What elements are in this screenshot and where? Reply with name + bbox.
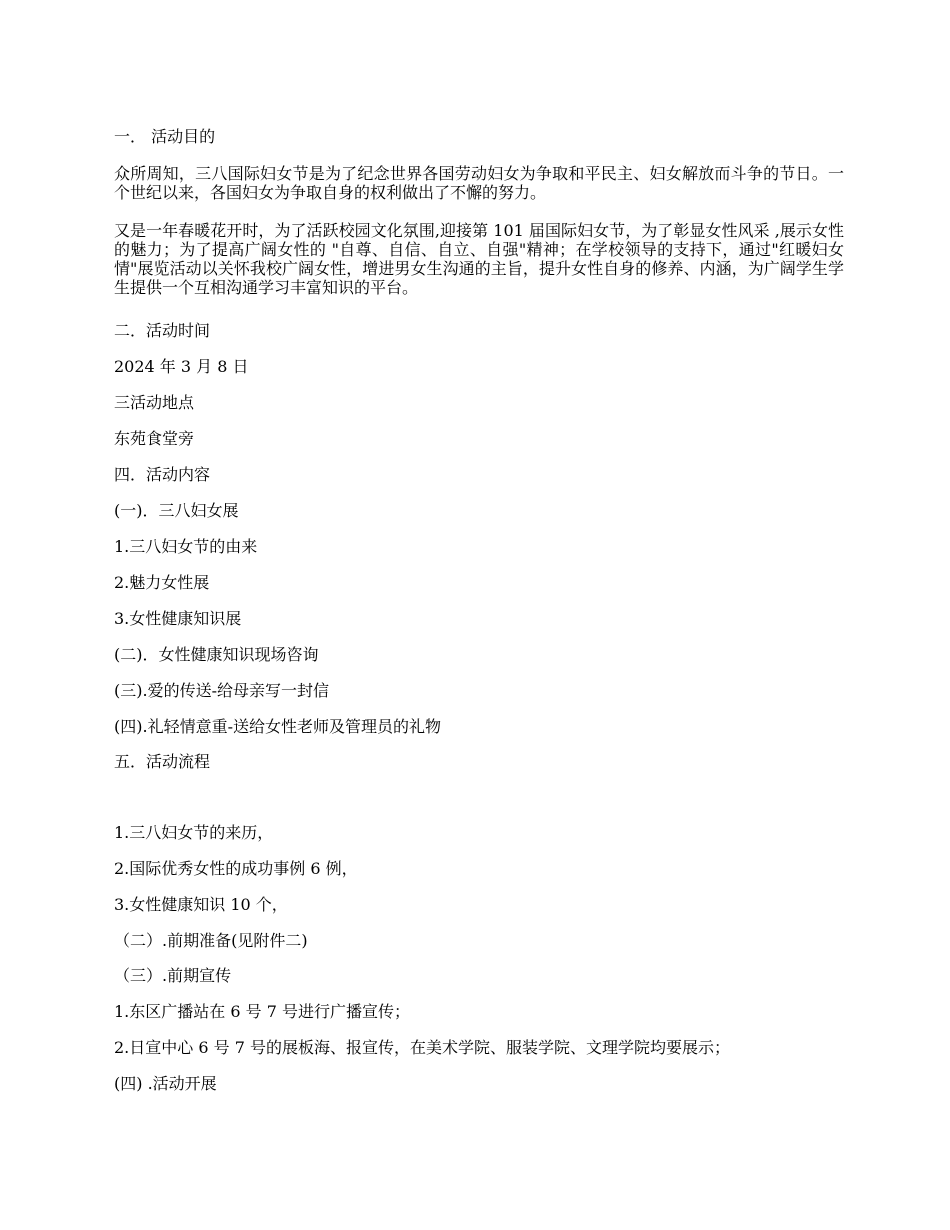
section-heading-content: 四．活动内容: [114, 465, 211, 484]
list-item: 2.日宣中心 6 号 7 号的展板海、报宣传，在美术学院、服装学院、文理学院均要展示；: [114, 1038, 730, 1057]
section-heading-location: 三活动地点: [114, 393, 195, 412]
list-item: 1.三八妇女节的由来: [114, 537, 258, 556]
subsection-preparation: （二）.前期准备(见附件二): [114, 931, 308, 950]
subsection-gift: (四).礼轻情意重-送给女性老师及管理员的礼物: [114, 717, 441, 736]
event-date: 2024 年 3 月 8 日: [114, 357, 249, 376]
list-item: 1.三八妇女节的来历，: [114, 823, 274, 842]
list-item: 3.女性健康知识展: [114, 609, 242, 628]
section-heading-flow: 五．活动流程: [114, 752, 211, 771]
list-item: 3.女性健康知识 10 个，: [114, 895, 288, 914]
subsection-letter: (三).爱的传送-给母亲写一封信: [114, 681, 329, 700]
section-heading-time: 二．活动时间: [114, 321, 211, 340]
subsection-launch: (四) .活动开展: [114, 1074, 217, 1093]
event-location: 东苑食堂旁: [114, 429, 195, 448]
subsection-exhibition: (一)．三八妇女展: [114, 501, 239, 520]
section-heading-purpose: 一． 活动目的: [114, 127, 216, 146]
subsection-consultation: (二)．女性健康知识现场咨询: [114, 645, 319, 664]
list-item: 2.国际优秀女性的成功事例 6 例，: [114, 859, 358, 878]
paragraph-purpose-detail: 又是一年春暖花开时，为了活跃校园文化氛围,迎接第 101 届国际妇女节，为了彰显女性风采 ,展示女性的魅力；为了提高广阔女性的 "自尊、自信、自立、自强"精神；在学校领导的支持下，通过"红暖妇女情"展览活动以关怀我校广阔女性，增进男女生沟通的主旨，提升女性自身的修养、内涵，为广阔学生学生提供一个互相沟通学习丰富知识的平台。: [114, 221, 844, 297]
paragraph-background: 众所周知，三八国际妇女节是为了纪念世界各国劳动妇女为争取和平民主、妇女解放而斗争的节日。一个世纪以来，各国妇女为争取自身的权利做出了不懈的努力。: [114, 164, 844, 202]
subsection-promotion: （三）.前期宣传: [114, 966, 232, 985]
list-item: 1.东区广播站在 6 号 7 号进行广播宣传；: [114, 1002, 410, 1021]
list-item: 2.魅力女性展: [114, 573, 210, 592]
